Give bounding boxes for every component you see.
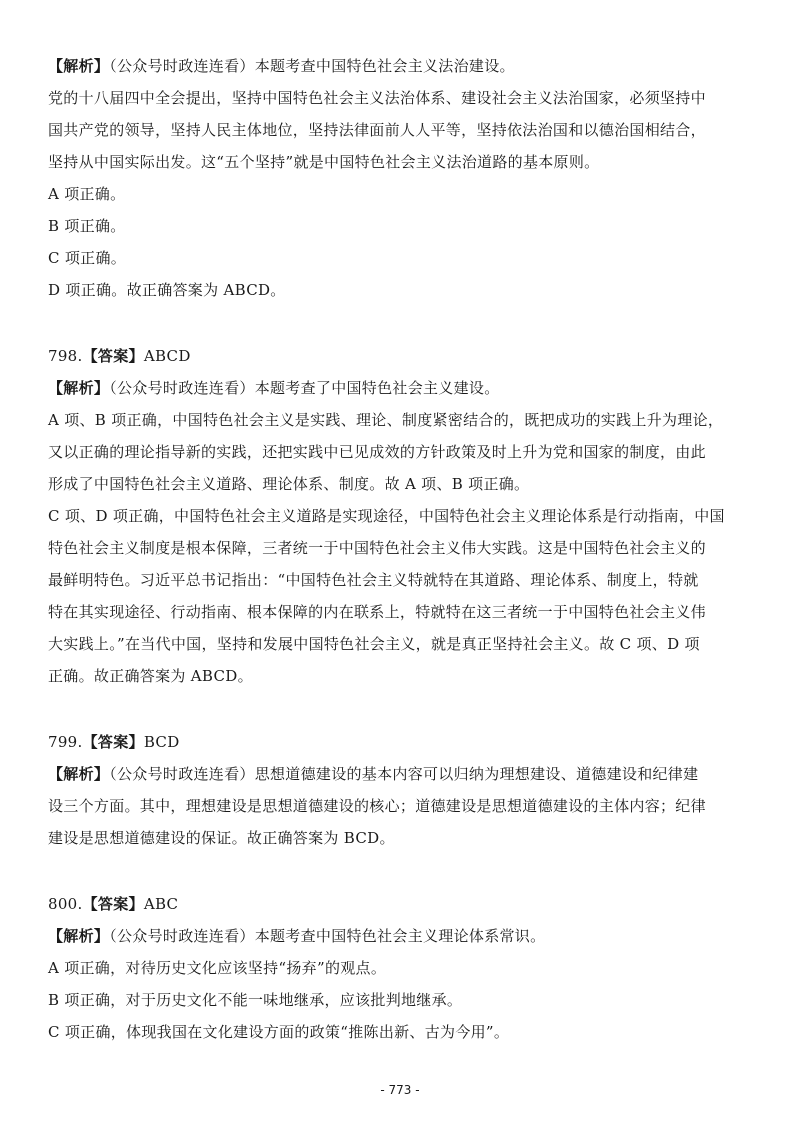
answer-section xyxy=(48,340,754,692)
line-text: 大实践上。”在当代中国，坚持和发展中国特色社会主义，就是真正坚持社会主义。故 C 项、D 项 xyxy=(48,635,700,653)
text-line xyxy=(48,628,754,660)
analysis-tag: 【解析】 xyxy=(48,379,110,397)
text-line xyxy=(48,468,754,500)
text-line xyxy=(48,404,754,436)
text-line xyxy=(48,532,754,564)
line-text: 党的十八届四中全会提出，坚持中国特色社会主义法治体系、建设社会主义法治国家，必须坚持中 xyxy=(48,89,706,107)
line-text: A 项正确，对待历史文化应该坚持“扬弃”的观点。 xyxy=(48,959,387,977)
line-text: C 项、D 项正确，中国特色社会主义道路是实现途径，中国特色社会主义理论体系是行动指南，中国 xyxy=(48,507,725,525)
text-line xyxy=(48,372,754,404)
line-text: BCD xyxy=(143,733,180,751)
answer-section xyxy=(48,726,754,854)
page-number: - 773 - xyxy=(380,1083,420,1097)
answer-tag: 【答案】 xyxy=(82,347,144,365)
line-text: 正确。故正确答案为 ABCD。 xyxy=(48,667,253,685)
line-text: 特在其实现途径、行动指南、根本保障的内在联系上，特就特在这三者统一于中国特色社会主义伟 xyxy=(48,603,706,621)
text-line xyxy=(48,1016,754,1048)
line-text: 建设是思想道德建设的保证。故正确答案为 BCD。 xyxy=(48,829,395,847)
text-line xyxy=(48,210,754,242)
text-line xyxy=(48,920,754,952)
text-line xyxy=(48,242,754,274)
analysis-tag: 【解析】 xyxy=(48,57,110,75)
section-gap xyxy=(48,306,754,340)
text-line xyxy=(48,888,754,920)
line-text: C 项正确。 xyxy=(48,249,127,267)
analysis-tag: 【解析】 xyxy=(48,927,110,945)
section-gap xyxy=(48,854,754,888)
text-line xyxy=(48,146,754,178)
text-line xyxy=(48,340,754,372)
question-number: 798. xyxy=(48,347,83,365)
analysis-tag: 【解析】 xyxy=(48,765,110,783)
text-line xyxy=(48,500,754,532)
question-number: 800. xyxy=(48,895,83,913)
section-gap xyxy=(48,692,754,726)
text-line xyxy=(48,114,754,146)
answer-section xyxy=(48,50,754,306)
document-body xyxy=(48,50,754,1048)
line-text: 又以正确的理论指导新的实践，还把实践中已见成效的方针政策及时上升为党和国家的制度，由此 xyxy=(48,443,706,461)
line-text: 设三个方面。其中，理想建设是思想道德建设的核心；道德建设是思想道德建设的主体内容；纪律 xyxy=(48,797,706,815)
text-line xyxy=(48,178,754,210)
answer-tag: 【答案】 xyxy=(82,895,144,913)
line-text: A 项正确。 xyxy=(48,185,126,203)
line-text: ABCD xyxy=(143,347,191,365)
line-text: （公众号时政连连看）思想道德建设的基本内容可以归纳为理想建设、道德建设和纪律建 xyxy=(109,765,699,783)
line-text: D 项正确。故正确答案为 ABCD。 xyxy=(48,281,286,299)
answer-tag: 【答案】 xyxy=(82,733,144,751)
text-line xyxy=(48,274,754,306)
line-text: A 项、B 项正确，中国特色社会主义是实践、理论、制度紧密结合的，既把成功的实践上升为理论， xyxy=(48,411,724,429)
line-text: （公众号时政连连看）本题考查了中国特色社会主义建设。 xyxy=(109,379,500,397)
text-line xyxy=(48,822,754,854)
text-line xyxy=(48,436,754,468)
line-text: ABC xyxy=(143,895,179,913)
text-line xyxy=(48,660,754,692)
line-text: 坚持从中国实际出发。这“五个坚持”就是中国特色社会主义法治道路的基本原则。 xyxy=(48,153,600,171)
line-text: C 项正确，体现我国在文化建设方面的政策“推陈出新、古为今用”。 xyxy=(48,1023,510,1041)
text-line xyxy=(48,726,754,758)
text-line xyxy=(48,952,754,984)
text-line xyxy=(48,50,754,82)
text-line xyxy=(48,984,754,1016)
text-line xyxy=(48,564,754,596)
line-text: 最鲜明特色。习近平总书记指出：“中国特色社会主义特就特在其道路、理论体系、制度上，特就 xyxy=(48,571,699,589)
answer-section xyxy=(48,888,754,1048)
question-number: 799. xyxy=(48,733,83,751)
line-text: B 项正确，对于历史文化不能一味地继承，应该批判地继承。 xyxy=(48,991,463,1009)
text-line xyxy=(48,596,754,628)
line-text: （公众号时政连连看）本题考查中国特色社会主义理论体系常识。 xyxy=(109,927,546,945)
line-text: （公众号时政连连看）本题考查中国特色社会主义法治建设。 xyxy=(109,57,515,75)
text-line xyxy=(48,758,754,790)
line-text: 国共产党的领导，坚持人民主体地位，坚持法律面前人人平等，坚持依法治国和以德治国相结合， xyxy=(48,121,706,139)
line-text: 形成了中国特色社会主义道路、理论体系、制度。故 A 项、B 项正确。 xyxy=(48,475,530,493)
line-text: 特色社会主义制度是根本保障，三者统一于中国特色社会主义伟大实践。这是中国特色社会主义的 xyxy=(48,539,706,557)
text-line xyxy=(48,790,754,822)
line-text: B 项正确。 xyxy=(48,217,126,235)
text-line xyxy=(48,82,754,114)
